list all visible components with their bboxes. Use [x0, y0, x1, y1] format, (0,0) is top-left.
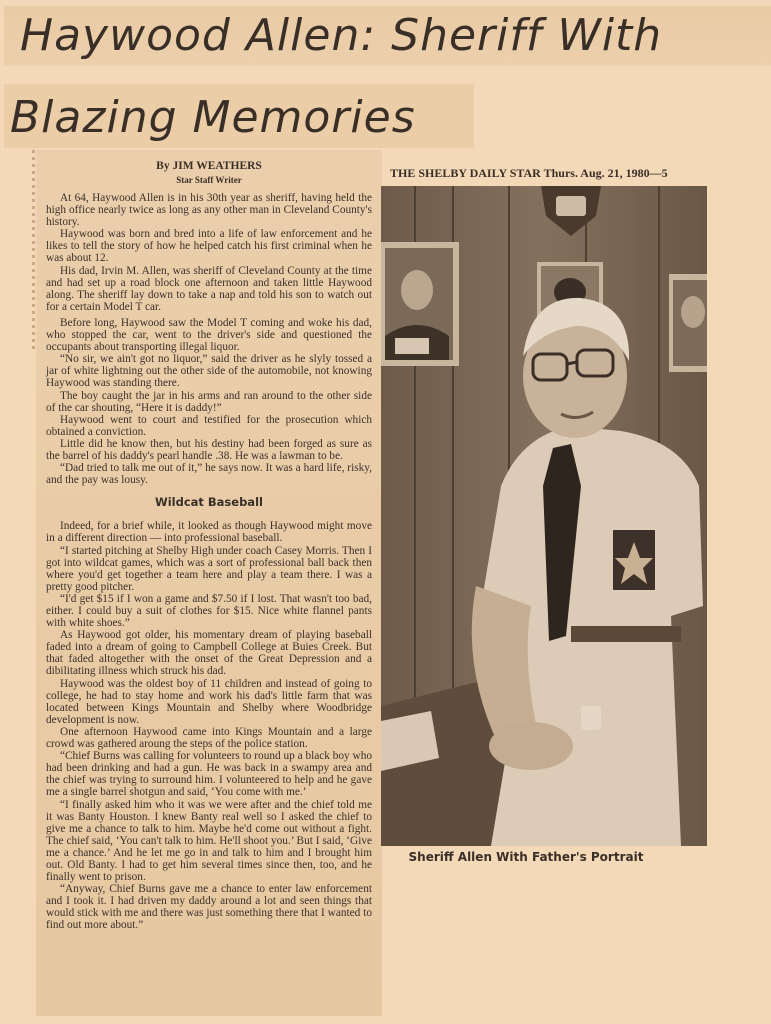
- portrait-right-face: [681, 296, 705, 328]
- byline-role: Star Staff Writer: [176, 175, 242, 185]
- paragraph: “I finally asked him who it was we were after and the chief told me it was Banty Houston. I knew Banty real well so I asked the chief to give me a chance to talk to him. Maybe he'd come out without a fight. The chief said, ‘You can't talk to him. He'll shoot you.’ But I said, ‘Give me a chance.’ And he let me go in and talk to him and I brought him out. Old Banty. I had to get him several times since then, too, and he finally went to prison.: [46, 798, 372, 884]
- paragraph: “No sir, we ain't got no liquor,” said the driver as he slyly tossed a jar of white lightning out the other side of the automobile, not knowing Haywood was standing there.: [46, 353, 372, 390]
- portrait-nameplate: [395, 338, 429, 354]
- photo-caption: Sheriff Allen With Father's Portrait: [408, 850, 644, 864]
- section-subhead: Wildcat Baseball: [155, 495, 263, 510]
- paragraph: “I started pitching at Shelby High under coach Casey Morris. Then I got into wildcat games, which was a sort of professional ball back then where you'd get together a team here and play a team there. I was a pretty good pitcher.: [46, 544, 372, 593]
- paragraph: “I'd get $15 if I won a game and $7.50 if I lost. That wasn't too bad, either. I could buy a suit of clothes for $15. Nice white flannel pants with white shoes.”: [46, 592, 372, 630]
- hands: [489, 722, 573, 770]
- newspaper-dateline: THE SHELBY DAILY STAR Thurs. Aug. 21, 1980—5: [390, 166, 668, 180]
- paragraph: “Chief Burns was calling for volunteers to round up a black boy who had been drinking and had a gun. He was back in a swampy area and the chief was trying to surround him. I volunteered to help and he gave me a single barrel shotgun and said, ‘You come with me.’: [46, 750, 372, 799]
- headline-line-2: Blazing Memories: [10, 92, 416, 143]
- paragraph: “Anyway, Chief Burns gave me a chance to enter law enforcement and I took it. I had driven my daddy around a lot and seen things that would stick with me and there was just something there that I wanted to find out more about.”: [46, 883, 372, 932]
- paragraph: Indeed, for a brief while, it looked as though Haywood might move in a different direction — into professional baseball.: [46, 520, 372, 545]
- paragraph: One afternoon Haywood came into Kings Mountain and a large crowd was gathered aroung the steps of the police station.: [46, 725, 372, 751]
- paragraph: Haywood was the oldest boy of 11 children and instead of going to college, he had to stay home and work his dad's little farm that was located between Kings Mountain and Shelby where Woodbridge development is now.: [46, 677, 372, 726]
- paragraph: His dad, Irvin M. Allen, was sheriff of Cleveland County at the time and had set up a road block one afternoon and taken little Haywood along. The sheriff lay down to take a nap and told his son to watch out for a certain Model T car.: [46, 264, 372, 313]
- paragraph: Before long, Haywood saw the Model T coming and woke his dad, who stopped the car, went to the driver's side and questioned the occupants about transporting illegal liquor.: [46, 316, 372, 354]
- portrait-face: [401, 270, 433, 310]
- byline-author: By JIM WEATHERS: [156, 160, 262, 172]
- paragraph: As Haywood got older, his momentary dream of playing baseball faded into a dream of going to Campbell College at Buies Creek. But that faded altogether with the onset of the Great Depression and a dibilitating illness which struck his dad.: [46, 629, 372, 678]
- photo-illustration: [381, 186, 707, 846]
- paragraph: At 64, Haywood Allen is in his 30th year as sheriff, having held the high office nearly twice as long as any other man in Cleveland County's history.: [46, 192, 372, 229]
- sheriff-photo: [381, 186, 707, 846]
- paragraph: Haywood went to court and testified for the prosecution which obtained a conviction.: [46, 413, 372, 438]
- article-body: [46, 192, 372, 932]
- paragraph: “Dad tried to talk me out of it,” he says now. It was a hard life, risky, and the pay was lousy.: [46, 462, 372, 487]
- wristwatch: [581, 706, 601, 730]
- paragraph: Little did he know then, but his destiny had been forged as sure as the barrel of his daddy's pearl handle .38. He was a lawman to be.: [46, 437, 372, 462]
- belt: [571, 626, 681, 642]
- paragraph: Haywood was born and bred into a life of law enforcement and he likes to tell the story of how he helped catch his first criminal when he was about 12.: [46, 228, 372, 265]
- headline-line-1: Haywood Allen: Sheriff With: [20, 10, 663, 61]
- plaque-plate: [556, 196, 586, 216]
- paragraph: The boy caught the jar in his arms and ran around to the other side of the car shouting, “Here it is daddy!”: [46, 389, 372, 414]
- perforated-edge: [32, 150, 35, 350]
- article-column: [36, 150, 382, 1016]
